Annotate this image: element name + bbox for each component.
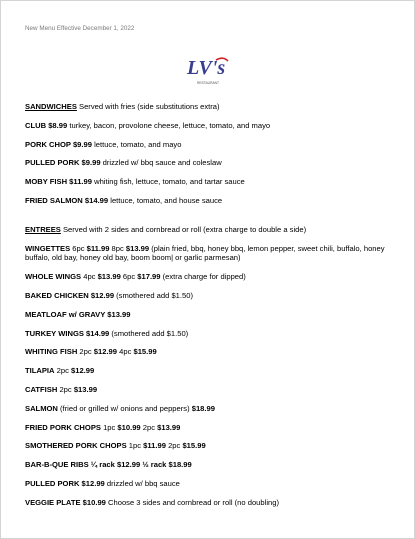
item-desc: lettuce, tomato, and mayo — [91, 139, 182, 149]
item-name: CLUB $8.99 — [25, 120, 68, 130]
menu-item — [25, 498, 397, 507]
menu-item — [25, 272, 397, 281]
menu-item — [25, 423, 397, 432]
item-qty: 2pc — [54, 366, 71, 376]
menu-item — [25, 329, 397, 338]
item-qty: 4pc — [81, 272, 98, 282]
menu-item — [25, 121, 397, 130]
item-name: BAR-B-QUE RIBS ¼ rack $12.99 ½ rack $18.99 — [25, 460, 192, 470]
entrees-heading — [25, 225, 397, 234]
item-qty: 2pc — [57, 384, 74, 394]
menu-item — [25, 366, 397, 375]
item-desc: (extra charge for dipped) — [160, 272, 246, 282]
item-price: $11.99 — [86, 244, 110, 254]
item-qty: 2pc — [77, 347, 94, 357]
item-name: WINGETTES — [25, 244, 71, 254]
menu-item — [25, 196, 397, 205]
item-name: PORK CHOP $9.99 — [25, 139, 92, 149]
item-price: $15.99 — [182, 441, 206, 451]
logo-subtext: RESTAURANT — [196, 81, 220, 85]
menu-item — [25, 244, 397, 262]
item-name: WHOLE WINGS — [25, 272, 82, 282]
item-price: $15.99 — [133, 347, 157, 357]
item-qty: 6pc — [70, 244, 87, 254]
item-desc: lettuce, tomato, and house sauce — [108, 195, 223, 205]
item-price: $10.99 — [117, 422, 141, 432]
item-price: $12.99 — [93, 347, 118, 357]
item-desc: (plain fried, bbq, honey bbq, lemon pepper, sweet chili, buffalo, honey buffalo, old bay, honey old bay, boom boom| or garlic parmesan) — [25, 244, 385, 263]
item-name: CATFISH — [25, 384, 58, 394]
item-name: FRIED SALMON $14.99 — [25, 195, 109, 205]
item-price: $18.99 — [191, 403, 215, 413]
menu-item — [25, 479, 397, 488]
item-name: VEGGIE PLATE $10.99 — [25, 497, 106, 507]
item-name: PULLED PORK $12.99 — [25, 478, 105, 488]
entrees-note: Served with 2 sides and cornbread or roll (extra charge to double a side) — [60, 225, 307, 235]
item-desc: turkey, bacon, provolone cheese, lettuce, tomato, and mayo — [67, 120, 271, 130]
menu-content — [25, 102, 397, 517]
item-price: $11.99 — [143, 441, 166, 451]
item-desc: (fried or grilled w/ onions and peppers) — [57, 403, 192, 413]
item-name: FRIED PORK CHOPS — [25, 422, 101, 432]
item-price: $13.99 — [97, 272, 121, 282]
item-qty: 2pc — [140, 422, 158, 432]
item-price: $13.99 — [125, 244, 150, 254]
menu-item — [25, 347, 397, 356]
item-name: MEATLOAF w/ GRAVY $13.99 — [25, 309, 131, 319]
item-desc: Choose 3 sides and cornbread or roll (no doubling) — [105, 497, 279, 507]
menu-item — [25, 441, 397, 450]
item-price: $17.99 — [137, 272, 161, 282]
item-qty: 2pc — [165, 441, 183, 451]
item-desc: whiting fish, lettuce, tomato, and tartar sauce — [91, 177, 245, 187]
menu-item — [25, 158, 397, 167]
item-name: TURKEY WINGS $14.99 — [25, 328, 110, 338]
menu-item — [25, 385, 397, 394]
lvs-logo — [186, 54, 230, 88]
section-gap — [25, 215, 397, 226]
item-desc: (smothered add $1.50) — [109, 328, 189, 338]
item-name: SALMON — [25, 403, 58, 413]
item-price: $12.99 — [71, 366, 95, 376]
item-name: BAKED CHICKEN $12.99 — [25, 290, 115, 300]
item-price: $13.99 — [157, 422, 181, 432]
sandwiches-note: Served with fries (side substitutions extra) — [76, 102, 220, 111]
item-name: PULLED PORK $9.99 — [25, 158, 101, 168]
menu-item — [25, 404, 397, 413]
item-qty: 6pc — [120, 272, 138, 282]
entrees-title: ENTREES — [25, 225, 61, 235]
menu-item — [25, 291, 397, 300]
item-name: SMOTHERED PORK CHOPS — [25, 441, 127, 451]
item-price: $13.99 — [73, 384, 98, 394]
sandwiches-title: SANDWICHES — [25, 102, 77, 111]
item-name: WHITING FISH — [25, 347, 78, 357]
menu-item — [25, 310, 397, 319]
item-qty: 8pc — [109, 244, 126, 254]
item-qty: 1pc — [126, 441, 144, 451]
menu-item — [25, 140, 397, 149]
item-qty: 1pc — [100, 422, 118, 432]
item-name: MOBY FISH $11.99 — [25, 177, 92, 187]
menu-item — [25, 177, 397, 186]
logo-text: LV's — [187, 57, 226, 79]
effective-date: New Menu Effective December 1, 2022 — [25, 25, 135, 32]
item-desc: (smothered add $1.50) — [114, 290, 193, 300]
item-desc: drizzled w/ bbq sauce and coleslaw — [100, 158, 222, 168]
menu-item — [25, 460, 397, 469]
sandwiches-heading — [25, 102, 397, 111]
item-desc: drizzled w/ bbq sauce — [104, 478, 180, 488]
item-qty: 4pc — [117, 347, 134, 357]
item-name: TILAPIA — [25, 366, 55, 376]
